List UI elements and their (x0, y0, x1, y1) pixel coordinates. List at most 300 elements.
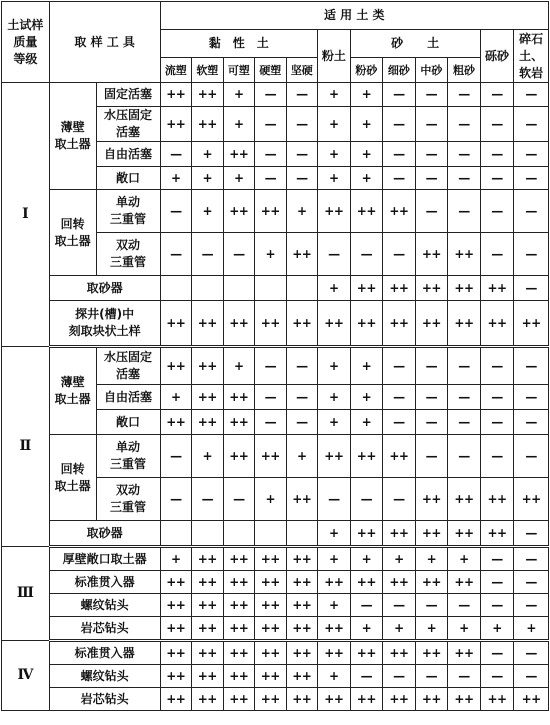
suitability-cell: — (383, 665, 416, 688)
suitability-cell: ++ (223, 547, 255, 571)
suitability-cell: — (514, 107, 549, 142)
suitability-cell: ++ (223, 385, 255, 410)
suitability-cell: + (383, 547, 416, 571)
suitability-cell: + (318, 276, 351, 301)
suitability-cell: ++ (192, 617, 224, 641)
suitability-cell: — (514, 83, 549, 107)
suitability-cell: — (318, 478, 351, 521)
suitability-cell: — (514, 435, 549, 478)
suitability-cell: ++ (223, 410, 255, 435)
suitability-cell: — (480, 410, 514, 435)
tool-name-cell: 自由活塞 (96, 385, 160, 410)
table-row (2, 301, 549, 347)
suitability-cell: — (286, 107, 318, 142)
suitability-cell: ++ (448, 688, 481, 711)
suitability-cell: — (514, 665, 549, 688)
suitability-cell: ++ (448, 233, 481, 276)
tool-name-cell: 螺纹钻头 (49, 594, 160, 617)
suitability-cell: — (514, 142, 549, 167)
suitability-cell: ++ (160, 688, 192, 711)
suitability-cell: ++ (223, 665, 255, 688)
table-row (2, 641, 549, 665)
tool-group-cell: 回转 取土器 (49, 190, 96, 276)
clay-subtype: 可塑 (223, 58, 255, 83)
suitability-cell: — (415, 385, 448, 410)
suitability-cell: ++ (192, 301, 224, 347)
applicable-header: 适 用 土 类 (160, 2, 548, 30)
suitability-cell (192, 521, 224, 547)
suitability-cell: — (448, 83, 481, 107)
suitability-cell: ++ (255, 665, 287, 688)
suitability-cell: — (160, 142, 192, 167)
suitability-cell: + (192, 435, 224, 478)
suitability-cell: — (480, 233, 514, 276)
suitability-cell: ++ (286, 547, 318, 571)
sand-subtype: 粗砂 (448, 58, 481, 83)
suitability-cell: ++ (318, 617, 351, 641)
suitability-cell: ++ (192, 641, 224, 665)
tool-name-cell: 厚壁敞口取土器 (49, 547, 160, 571)
suitability-cell: — (350, 233, 383, 276)
suitability-cell: — (480, 571, 514, 594)
suitability-cell: ++ (223, 617, 255, 641)
suitability-cell: — (448, 347, 481, 385)
suitability-cell: + (223, 167, 255, 190)
suitability-cell: — (448, 594, 481, 617)
suitability-cell: ++ (223, 594, 255, 617)
suitability-cell: ++ (383, 190, 416, 233)
suitability-cell: ++ (480, 301, 514, 347)
suitability-cell: + (318, 167, 351, 190)
suitability-cell: + (415, 547, 448, 571)
suitability-cell: ++ (192, 547, 224, 571)
suitability-cell: — (286, 410, 318, 435)
suitability-cell: ++ (223, 142, 255, 167)
suitability-cell: ++ (286, 688, 318, 711)
suitability-cell: — (480, 435, 514, 478)
grade-cell: Ⅳ (2, 641, 50, 711)
gravel-rock-header: 碎石 土、 软岩 (514, 30, 549, 83)
suitability-cell: — (514, 594, 549, 617)
suitability-cell: ++ (160, 665, 192, 688)
suitability-cell: ++ (160, 347, 192, 385)
suitability-cell: ++ (318, 190, 351, 233)
suitability-cell: ++ (286, 641, 318, 665)
suitability-cell: ++ (383, 688, 416, 711)
suitability-cell: — (350, 594, 383, 617)
suitability-cell: ++ (350, 571, 383, 594)
suitability-cell: + (318, 107, 351, 142)
clay-subtype: 软塑 (192, 58, 224, 83)
suitability-cell: — (415, 435, 448, 478)
suitability-cell: — (448, 385, 481, 410)
suitability-cell: + (192, 190, 224, 233)
suitability-cell: — (448, 142, 481, 167)
sand-subtype: 细砂 (383, 58, 416, 83)
suitability-cell: — (514, 571, 549, 594)
tool-name-cell: 岩芯钻头 (49, 617, 160, 641)
gravel-sand-header: 砾砂 (480, 30, 514, 83)
suitability-cell: ++ (448, 521, 481, 547)
grade-cell: Ⅰ (2, 83, 50, 347)
suitability-cell: — (448, 167, 481, 190)
suitability-cell: ++ (255, 617, 287, 641)
grade-cell: Ⅱ (2, 347, 50, 547)
suitability-cell: ++ (223, 435, 255, 478)
suitability-cell: — (480, 347, 514, 385)
suitability-cell: — (448, 435, 481, 478)
suitability-cell: — (480, 190, 514, 233)
suitability-cell: ++ (480, 688, 514, 711)
suitability-cell: + (350, 547, 383, 571)
clay-subtype: 坚硬 (286, 58, 318, 83)
grade-header: 土试样 质量 等级 (2, 2, 50, 83)
suitability-cell: + (318, 547, 351, 571)
suitability-cell: ++ (514, 478, 549, 521)
suitability-cell: — (480, 167, 514, 190)
suitability-cell: — (286, 385, 318, 410)
suitability-cell: — (514, 547, 549, 571)
tool-group-cell: 薄壁 取土器 (49, 83, 96, 190)
suitability-cell: ++ (160, 641, 192, 665)
suitability-cell (223, 276, 255, 301)
tool-name-cell: 双动 三重管 (96, 233, 160, 276)
suitability-cell: ++ (255, 190, 287, 233)
suitability-cell: ++ (286, 594, 318, 617)
suitability-cell: — (514, 641, 549, 665)
suitability-cell: ++ (160, 594, 192, 617)
table-row (2, 83, 549, 107)
suitability-cell: ++ (448, 478, 481, 521)
suitability-cell: + (318, 665, 351, 688)
suitability-cell: + (318, 83, 351, 107)
suitability-cell: ++ (350, 521, 383, 547)
suitability-cell: ++ (160, 617, 192, 641)
tool-name-cell: 自由活塞 (96, 142, 160, 167)
suitability-cell: ++ (448, 276, 481, 301)
suitability-cell: ++ (160, 301, 192, 347)
suitability-cell: ++ (383, 571, 416, 594)
clay-subtype: 流塑 (160, 58, 192, 83)
suitability-cell: ++ (350, 435, 383, 478)
suitability-cell: ++ (448, 301, 481, 347)
table-row (2, 276, 549, 301)
tool-name-cell: 螺纹钻头 (49, 665, 160, 688)
suitability-cell: ++ (192, 688, 224, 711)
table-row (2, 571, 549, 594)
clay-subtype: 硬塑 (255, 58, 287, 83)
suitability-cell: ++ (192, 385, 224, 410)
suitability-cell: — (383, 410, 416, 435)
suitability-cell: ++ (286, 665, 318, 688)
suitability-cell: ++ (448, 571, 481, 594)
suitability-cell: ++ (255, 641, 287, 665)
suitability-cell: ++ (223, 688, 255, 711)
suitability-cell: — (415, 142, 448, 167)
suitability-cell: + (514, 617, 549, 641)
suitability-cell: — (383, 107, 416, 142)
suitability-cell: ++ (255, 435, 287, 478)
suitability-cell: — (514, 190, 549, 233)
suitability-cell: — (480, 385, 514, 410)
suitability-cell: ++ (415, 233, 448, 276)
suitability-cell: ++ (160, 410, 192, 435)
suitability-cell: — (255, 83, 287, 107)
suitability-cell (255, 276, 287, 301)
suitability-cell: — (448, 107, 481, 142)
suitability-cell: — (415, 594, 448, 617)
suitability-cell: — (160, 233, 192, 276)
suitability-cell: — (286, 83, 318, 107)
suitability-cell: ++ (350, 190, 383, 233)
suitability-cell: + (223, 83, 255, 107)
suitability-cell: — (514, 521, 549, 547)
suitability-cell: + (192, 167, 224, 190)
suitability-cell: — (350, 478, 383, 521)
suitability-cell: ++ (192, 107, 224, 142)
suitability-cell: — (415, 83, 448, 107)
suitability-cell: ++ (223, 190, 255, 233)
suitability-cell: ++ (350, 641, 383, 665)
suitability-cell: ++ (383, 276, 416, 301)
suitability-cell: — (480, 641, 514, 665)
table-row (2, 190, 549, 233)
suitability-cell: — (415, 665, 448, 688)
suitability-cell: + (160, 547, 192, 571)
suitability-cell: + (350, 347, 383, 385)
suitability-cell: ++ (350, 688, 383, 711)
suitability-cell: + (223, 107, 255, 142)
suitability-cell: ++ (286, 478, 318, 521)
suitability-cell: — (255, 347, 287, 385)
tool-group-cell: 回转 取土器 (49, 435, 96, 521)
suitability-cell: — (448, 410, 481, 435)
tool-header: 取 样 工 具 (49, 2, 160, 83)
suitability-cell: ++ (383, 301, 416, 347)
suitability-cell: ++ (255, 688, 287, 711)
suitability-cell: + (350, 617, 383, 641)
table-row (2, 665, 549, 688)
table-row (2, 521, 549, 547)
suitability-cell: ++ (255, 594, 287, 617)
tool-name-cell: 标准贯入器 (49, 641, 160, 665)
suitability-cell: ++ (415, 276, 448, 301)
table-row (2, 594, 549, 617)
clay-header: 黏 性 土 (160, 30, 318, 58)
suitability-cell: ++ (480, 276, 514, 301)
suitability-cell: — (415, 410, 448, 435)
suitability-cell: — (415, 107, 448, 142)
suitability-cell: — (223, 233, 255, 276)
suitability-cell: ++ (383, 641, 416, 665)
suitability-cell: + (350, 83, 383, 107)
suitability-cell: ++ (255, 301, 287, 347)
suitability-cell: ++ (415, 478, 448, 521)
suitability-cell: + (160, 385, 192, 410)
tool-group-cell: 薄壁 取土器 (49, 347, 96, 435)
suitability-cell: ++ (514, 301, 549, 347)
tool-name-cell: 固定活塞 (96, 83, 160, 107)
suitability-cell: ++ (192, 347, 224, 385)
tool-name-cell: 单动 三重管 (96, 190, 160, 233)
suitability-cell: ++ (192, 665, 224, 688)
suitability-cell: — (448, 665, 481, 688)
suitability-cell: — (383, 233, 416, 276)
suitability-cell: — (160, 478, 192, 521)
suitability-cell: — (160, 190, 192, 233)
suitability-cell: ++ (318, 571, 351, 594)
suitability-cell (286, 276, 318, 301)
tool-name-cell: 水压固定 活塞 (96, 107, 160, 142)
suitability-cell: ++ (383, 521, 416, 547)
suitability-cell: ++ (415, 688, 448, 711)
suitability-cell: + (192, 142, 224, 167)
suitability-cell: — (480, 107, 514, 142)
suitability-cell: + (318, 385, 351, 410)
suitability-cell: ++ (160, 107, 192, 142)
sampling-tool-table (1, 1, 549, 711)
suitability-cell: ++ (350, 276, 383, 301)
suitability-cell: — (318, 233, 351, 276)
suitability-cell: + (350, 410, 383, 435)
suitability-cell (255, 521, 287, 547)
suitability-cell: + (160, 167, 192, 190)
suitability-cell: + (318, 594, 351, 617)
suitability-cell: — (255, 410, 287, 435)
sand-subtype: 粉砂 (350, 58, 383, 83)
table-row (2, 617, 549, 641)
suitability-cell: ++ (415, 571, 448, 594)
suitability-cell (160, 276, 192, 301)
suitability-cell: — (480, 665, 514, 688)
suitability-cell: ++ (415, 521, 448, 547)
suitability-cell: — (383, 142, 416, 167)
suitability-cell: ++ (286, 233, 318, 276)
suitability-cell: ++ (286, 617, 318, 641)
suitability-cell: — (160, 435, 192, 478)
suitability-cell: — (286, 142, 318, 167)
suitability-cell: — (480, 547, 514, 571)
grade-cell: Ⅲ (2, 547, 50, 641)
tool-name-cell: 岩芯钻头 (49, 688, 160, 711)
suitability-cell: + (415, 617, 448, 641)
suitability-cell: — (514, 385, 549, 410)
table-row (2, 688, 549, 711)
sand-subtype: 中砂 (415, 58, 448, 83)
suitability-cell: — (286, 347, 318, 385)
suitability-cell: ++ (286, 301, 318, 347)
suitability-cell: ++ (318, 435, 351, 478)
suitability-cell: + (350, 385, 383, 410)
suitability-cell: ++ (480, 478, 514, 521)
silt-header: 粉土 (318, 30, 351, 83)
suitability-cell: + (448, 617, 481, 641)
suitability-cell: ++ (448, 641, 481, 665)
suitability-cell: — (448, 190, 481, 233)
suitability-cell: ++ (192, 594, 224, 617)
suitability-cell: — (255, 142, 287, 167)
suitability-cell: — (255, 167, 287, 190)
suitability-cell: + (286, 190, 318, 233)
suitability-cell: ++ (480, 521, 514, 547)
suitability-cell: + (448, 547, 481, 571)
suitability-cell: — (514, 167, 549, 190)
suitability-cell: — (383, 83, 416, 107)
suitability-cell: ++ (192, 83, 224, 107)
suitability-cell: + (318, 347, 351, 385)
suitability-cell: — (514, 233, 549, 276)
suitability-cell: — (192, 478, 224, 521)
suitability-cell: + (255, 233, 287, 276)
suitability-cell: + (255, 478, 287, 521)
suitability-cell: — (415, 167, 448, 190)
tool-name-cell: 取砂器 (49, 521, 160, 547)
suitability-cell: ++ (383, 435, 416, 478)
suitability-cell: — (383, 167, 416, 190)
suitability-cell: — (383, 594, 416, 617)
tool-name-cell: 敞口 (96, 410, 160, 435)
suitability-cell: ++ (192, 410, 224, 435)
suitability-cell: ++ (318, 688, 351, 711)
suitability-cell: ++ (318, 301, 351, 347)
suitability-cell: + (286, 435, 318, 478)
suitability-cell: — (223, 478, 255, 521)
suitability-cell: + (350, 107, 383, 142)
suitability-cell: — (480, 83, 514, 107)
suitability-cell: + (223, 347, 255, 385)
table-row (2, 435, 549, 478)
sand-header: 砂 土 (350, 30, 480, 58)
suitability-cell: — (286, 167, 318, 190)
table-row (2, 347, 549, 385)
suitability-cell: — (480, 594, 514, 617)
tool-name-cell: 单动 三重管 (96, 435, 160, 478)
suitability-cell: + (318, 410, 351, 435)
suitability-cell: + (480, 617, 514, 641)
suitability-cell: — (383, 385, 416, 410)
suitability-cell: + (350, 167, 383, 190)
tool-name-cell: 取砂器 (49, 276, 160, 301)
tool-name-cell: 探井(槽)中 刻取块状土样 (49, 301, 160, 347)
suitability-cell: — (383, 347, 416, 385)
suitability-cell: — (350, 665, 383, 688)
suitability-cell: ++ (160, 571, 192, 594)
suitability-cell: — (514, 410, 549, 435)
suitability-cell: ++ (350, 301, 383, 347)
suitability-cell: ++ (160, 83, 192, 107)
suitability-cell: ++ (192, 571, 224, 594)
suitability-cell: ++ (415, 301, 448, 347)
suitability-cell (223, 521, 255, 547)
suitability-cell: — (192, 233, 224, 276)
suitability-cell: — (514, 347, 549, 385)
suitability-cell: + (318, 521, 351, 547)
suitability-cell: ++ (286, 571, 318, 594)
suitability-cell: — (480, 142, 514, 167)
suitability-cell: + (350, 142, 383, 167)
suitability-cell: ++ (255, 547, 287, 571)
suitability-cell (192, 276, 224, 301)
suitability-cell: ++ (255, 571, 287, 594)
suitability-cell: ++ (223, 301, 255, 347)
suitability-cell (160, 521, 192, 547)
suitability-cell: ++ (223, 571, 255, 594)
tool-name-cell: 水压固定 活塞 (96, 347, 160, 385)
suitability-cell: — (514, 276, 549, 301)
tool-name-cell: 敞口 (96, 167, 160, 190)
table-row (2, 547, 549, 571)
suitability-cell: ++ (223, 641, 255, 665)
